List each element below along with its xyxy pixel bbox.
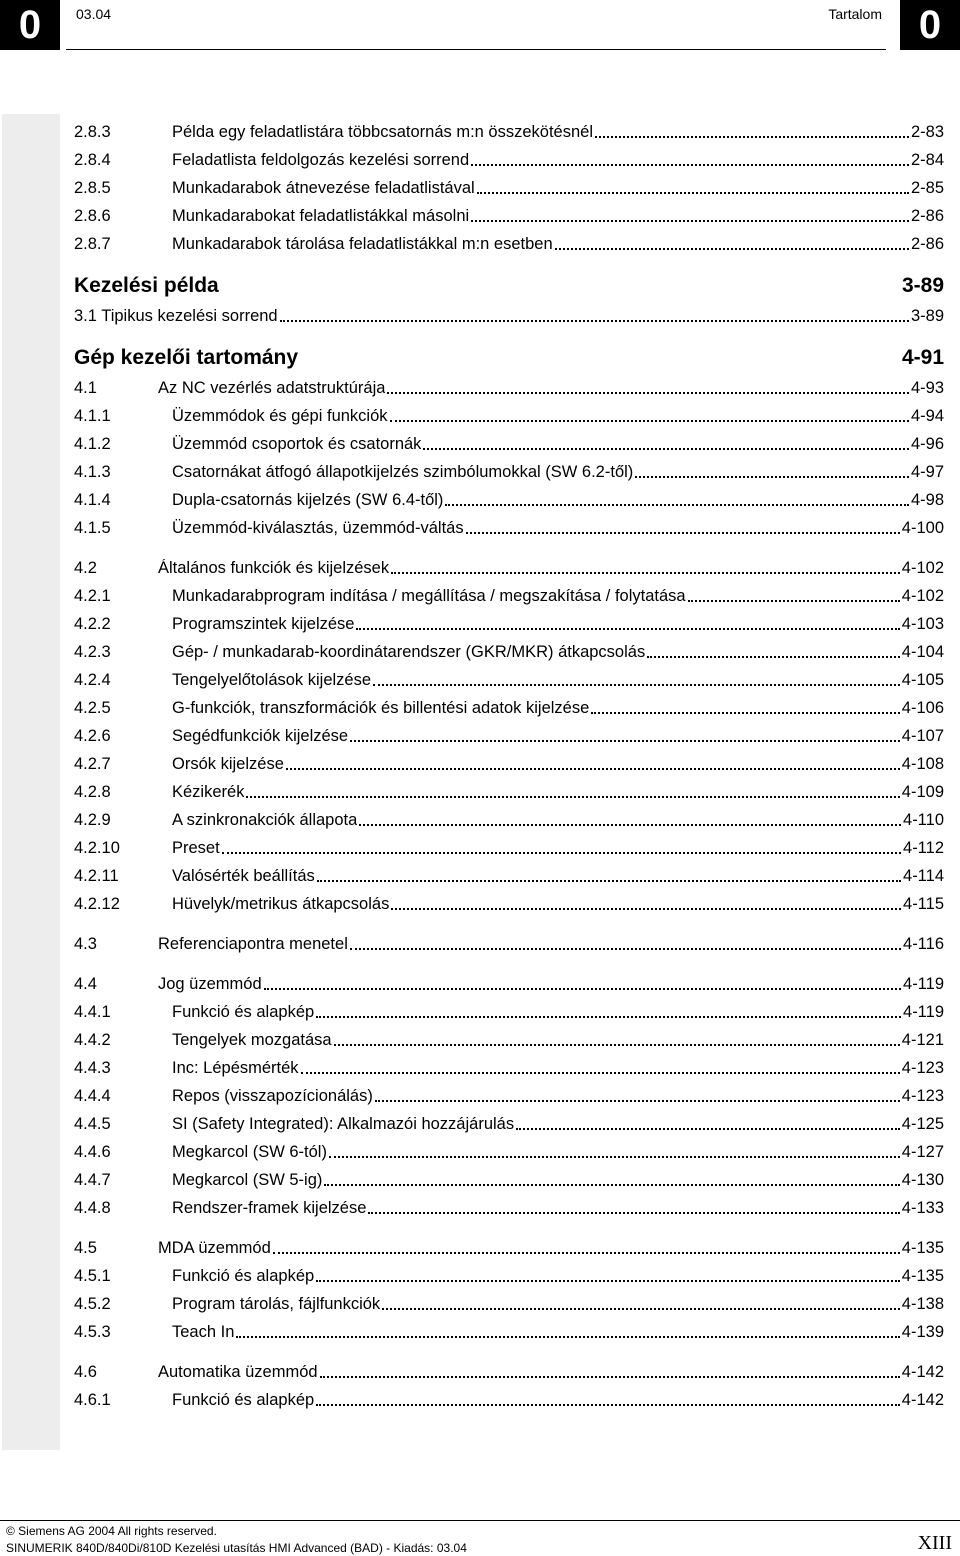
toc-dot-leader (387, 391, 909, 394)
footer-copyright: © Siemens AG 2004 All rights reserved. (6, 1524, 217, 1538)
toc-entry-page: 4-116 (903, 935, 944, 953)
toc-entry-title: Funkció és alapkép (172, 1267, 315, 1285)
toc-entry-number: 4.2.6 (74, 727, 111, 745)
toc-entry-number: 2.8.6 (74, 207, 111, 225)
toc-entry-page: 4-102 (901, 559, 944, 577)
toc-entry-title: Munkadarabprogram indítása / megállítása / megszakítása / folytatása (172, 587, 686, 605)
toc-entry-number: 2.8.7 (74, 235, 111, 253)
toc-entry[interactable] (74, 690, 944, 718)
toc-dot-leader (390, 419, 909, 422)
toc-entry-page: 2-85 (910, 179, 944, 197)
toc-entry-number: 4.4.3 (74, 1059, 111, 1077)
toc-entry-page: 2-86 (910, 207, 944, 225)
toc-dot-leader (516, 1127, 900, 1130)
toc-entry-title: Programszintek kijelzése (172, 615, 355, 633)
toc-entry[interactable] (74, 1314, 944, 1342)
toc-entry-number: 4.6 (74, 1363, 97, 1381)
toc-dot-leader (316, 1015, 901, 1018)
toc-entry-page: 2-84 (910, 151, 944, 169)
toc-entry-number: 4.2.10 (74, 839, 120, 857)
toc-entry-page: 3-89 (901, 274, 944, 297)
chapter-tab-left: 0 (0, 0, 60, 50)
toc-entry-page: 4-121 (901, 1031, 944, 1049)
toc-dot-leader (286, 767, 900, 770)
toc-entry[interactable] (74, 198, 944, 226)
toc-entry-title: Repos (visszapozícionálás) (172, 1087, 373, 1105)
toc-entry-number: 4.4.1 (74, 1003, 111, 1021)
toc-entry-title: Orsók kijelzése (172, 755, 284, 773)
toc-entry[interactable] (74, 606, 944, 634)
toc-entry-number: 4.3 (74, 935, 97, 953)
toc-entry-title: Az NC vezérlés adatstruktúrája (158, 379, 386, 397)
toc-entry[interactable] (74, 114, 944, 142)
toc-entry[interactable] (74, 1258, 944, 1286)
toc-entry[interactable] (74, 1078, 944, 1106)
toc-entry-title: Csatornákat átfogó állapotkijelzés szimbólumokkal (SW 6.2-től) (172, 463, 634, 481)
toc-entry-page: 4-100 (901, 519, 944, 537)
toc-entry-title: Üzemmód csoportok és csatornák (172, 435, 422, 453)
toc-entry-number: 4.4.5 (74, 1115, 111, 1133)
toc-dot-leader (423, 447, 909, 450)
toc-entry-number: 4.2.12 (74, 895, 120, 913)
toc-entry-title: Kezelési példa (74, 274, 219, 297)
toc-entry-number: 4.1.2 (74, 435, 111, 453)
toc-entry[interactable] (74, 1190, 944, 1218)
toc-entry-page: 4-104 (901, 643, 944, 661)
header-date: 03.04 (76, 6, 112, 22)
margin-band (2, 114, 60, 1450)
toc-entry-title: 3.1 Tipikus kezelési sorrend (74, 307, 278, 325)
toc-entry-title: Funkció és alapkép (172, 1391, 315, 1409)
toc-entry-page: 4-108 (901, 755, 944, 773)
toc-entry-number: 4.4.6 (74, 1143, 111, 1161)
toc-entry-number: 4.2.5 (74, 699, 111, 717)
footer-rule (0, 1520, 960, 1521)
footer-document-title: SINUMERIK 840D/840Di/810D Kezelési utasítás HMI Advanced (BAD) - Kiadás: 03.04 (6, 1541, 467, 1555)
toc-chapter-heading[interactable] (74, 254, 944, 298)
toc-entry-page: 4-135 (901, 1239, 944, 1257)
toc-dot-leader (222, 851, 901, 854)
toc-dot-leader (391, 907, 901, 910)
toc-dot-leader (359, 823, 901, 826)
toc-entry-page: 4-102 (901, 587, 944, 605)
toc-entry-number: 4.5.3 (74, 1323, 111, 1341)
toc-dot-leader (555, 247, 909, 250)
toc-entry[interactable] (74, 142, 944, 170)
toc-entry[interactable] (74, 510, 944, 538)
toc-entry-title: Gép- / munkadarab-koordinátarendszer (GKR/MKR) átkapcsolás (172, 643, 646, 661)
toc-dot-leader (373, 683, 900, 686)
toc-dot-leader (334, 1043, 900, 1046)
toc-entry-number: 4.2.9 (74, 811, 111, 829)
toc-entry[interactable] (74, 578, 944, 606)
toc-entry-page: 4-94 (910, 407, 944, 425)
toc-dot-leader (236, 1335, 899, 1338)
toc-dot-leader (280, 319, 909, 322)
toc-entry-page: 3-89 (910, 307, 944, 325)
toc-entry[interactable] (74, 966, 944, 994)
toc-dot-leader (368, 1211, 899, 1214)
toc-entry-title: Automatika üzemmód (158, 1363, 318, 1381)
toc-entry[interactable] (74, 1230, 944, 1258)
toc-entry-number: 4.4.8 (74, 1199, 111, 1217)
toc-entry-page: 2-86 (910, 235, 944, 253)
header-rule (66, 49, 886, 50)
toc-entry-number: 4.1.3 (74, 463, 111, 481)
toc-entry-number: 4.4.2 (74, 1031, 111, 1049)
toc-dot-leader (375, 1099, 900, 1102)
toc-entry-number: 4.4 (74, 975, 97, 993)
toc-entry-number: 4.1.4 (74, 491, 111, 509)
chapter-tab-right: 0 (900, 0, 960, 50)
toc-entry-title: Hüvelyk/metrikus átkapcsolás (172, 895, 390, 913)
toc-entry[interactable] (74, 718, 944, 746)
toc-entry[interactable] (74, 802, 944, 830)
toc-entry-title: Feladatlista feldolgozás kezelési sorrend (172, 151, 470, 169)
toc-entry-title: Inc: Lépésmérték (172, 1059, 299, 1077)
toc-dot-leader (320, 1375, 900, 1378)
toc-entry-number: 4.1.1 (74, 407, 111, 425)
toc-entry-number: 4.6.1 (74, 1391, 111, 1409)
toc-entry-title: Referenciapontra menetel (158, 935, 348, 953)
toc-dot-leader (635, 475, 909, 478)
toc-entry-title: Kézikerék (172, 783, 245, 801)
toc-entry-page: 4-93 (910, 379, 944, 397)
toc-dot-leader (471, 163, 909, 166)
toc-entry[interactable] (74, 1286, 944, 1314)
toc-entry-number: 4.2.7 (74, 755, 111, 773)
toc-entry[interactable] (74, 1382, 944, 1410)
header-title: Tartalom (828, 6, 882, 22)
toc-entry-title: Munkadarabok tárolása feladatlistákkal m:n esetben (172, 235, 553, 253)
toc-dot-leader (471, 219, 909, 222)
toc-entry[interactable] (74, 1022, 944, 1050)
toc-entry[interactable] (74, 634, 944, 662)
toc-entry[interactable] (74, 170, 944, 198)
toc-entry-page: 4-91 (901, 346, 944, 369)
toc-entry-title: Üzemmód-kiválasztás, üzemmód-váltás (172, 519, 464, 537)
toc-entry[interactable] (74, 858, 944, 886)
toc-dot-leader (316, 1403, 900, 1406)
toc-dot-leader (477, 191, 909, 194)
toc-entry-page: 4-135 (901, 1267, 944, 1285)
toc-entry-page: 4-125 (901, 1115, 944, 1133)
toc-entry-title: Munkadarabok átnevezése feladatlistával (172, 179, 475, 197)
toc-entry-page: 4-119 (903, 975, 944, 993)
toc-entry[interactable] (74, 370, 944, 398)
toc-entry-title: Valósérték beállítás (172, 867, 315, 885)
toc-entry[interactable] (74, 662, 944, 690)
toc-entry-page: 4-103 (901, 615, 944, 633)
toc-chapter-heading[interactable] (74, 326, 944, 370)
toc-entry-number: 4.4.4 (74, 1087, 111, 1105)
toc-dot-leader (466, 531, 900, 534)
toc-entry-page: 4-133 (901, 1199, 944, 1217)
toc-dot-leader (382, 1307, 900, 1310)
toc-dot-leader (264, 987, 901, 990)
toc-entry-page: 2-83 (910, 123, 944, 141)
toc-entry-number: 4.2.2 (74, 615, 111, 633)
toc-entry-page: 4-138 (901, 1295, 944, 1313)
toc-entry[interactable] (74, 226, 944, 254)
toc-entry-page: 4-96 (910, 435, 944, 453)
toc-dot-leader (595, 135, 909, 138)
toc-entry-title: A szinkronakciók állapota (172, 811, 358, 829)
toc-entry-title: Teach In (172, 1323, 235, 1341)
toc-dot-leader (688, 599, 900, 602)
toc-entry[interactable] (74, 398, 944, 426)
toc-dot-leader (301, 1071, 900, 1074)
toc-dot-leader (350, 739, 900, 742)
toc-entry-page: 4-123 (901, 1087, 944, 1105)
toc-dot-leader (445, 503, 909, 506)
toc-entry-number: 4.2.3 (74, 643, 111, 661)
toc-entry-page: 4-127 (901, 1143, 944, 1161)
toc-dot-leader (324, 1183, 899, 1186)
toc-entry-title: Program tárolás, fájlfunkciók (172, 1295, 381, 1313)
toc-entry-title: Preset (172, 839, 220, 857)
toc-entry[interactable] (74, 1162, 944, 1190)
toc-entry[interactable] (74, 886, 944, 914)
toc-entry-number: 4.2.8 (74, 783, 111, 801)
toc-entry-number: 2.8.3 (74, 123, 111, 141)
toc-dot-leader (329, 1155, 900, 1158)
toc-entry-number: 4.4.7 (74, 1171, 111, 1189)
toc-entry-page: 4-115 (903, 895, 944, 913)
toc-entry-title: Funkció és alapkép (172, 1003, 315, 1021)
toc-entry-number: 4.5 (74, 1239, 97, 1257)
toc-entry-title: Tengelyek mozgatása (172, 1031, 332, 1049)
toc-entry[interactable] (74, 774, 944, 802)
toc-entry-title: SI (Safety Integrated): Alkalmazói hozzájárulás (172, 1115, 515, 1133)
toc-entry-number: 4.2.11 (74, 867, 119, 885)
toc-dot-leader (350, 947, 901, 950)
table-of-contents (74, 114, 944, 1410)
toc-entry-page: 4-106 (901, 699, 944, 717)
toc-entry-number: 2.8.4 (74, 151, 111, 169)
toc-entry-page: 4-109 (901, 783, 944, 801)
toc-entry-page: 4-98 (910, 491, 944, 509)
toc-entry[interactable] (74, 1354, 944, 1382)
toc-entry[interactable] (74, 482, 944, 510)
toc-entry-page: 4-119 (903, 1003, 944, 1021)
toc-dot-leader (647, 655, 900, 658)
toc-entry[interactable] (74, 746, 944, 774)
toc-entry[interactable] (74, 926, 944, 954)
toc-entry-title: Általános funkciók és kijelzések (158, 559, 390, 577)
toc-entry-title: Jog üzemmód (158, 975, 262, 993)
toc-entry-title: Tengelyelőtolások kijelzése (172, 671, 372, 689)
toc-entry[interactable] (74, 1134, 944, 1162)
toc-entry-title: Üzemmódok és gépi funkciók (172, 407, 388, 425)
toc-entry-number: 4.1.5 (74, 519, 111, 537)
toc-entry-page: 4-112 (903, 839, 944, 857)
toc-entry[interactable] (74, 830, 944, 858)
toc-dot-leader (246, 795, 899, 798)
toc-entry-number: 2.8.5 (74, 179, 111, 197)
toc-entry-page: 4-105 (901, 671, 944, 689)
toc-entry-page: 4-142 (901, 1391, 944, 1409)
toc-entry-title: G-funkciók, transzformációk és billentési adatok kijelzése (172, 699, 590, 717)
toc-entry-number: 4.1 (74, 379, 97, 397)
toc-entry-title: MDA üzemmód (158, 1239, 271, 1257)
toc-entry[interactable] (74, 550, 944, 578)
toc-entry-title: Munkadarabokat feladatlistákkal másolni (172, 207, 470, 225)
toc-entry-page: 4-142 (901, 1363, 944, 1381)
toc-entry[interactable] (74, 298, 944, 326)
toc-entry[interactable] (74, 994, 944, 1022)
toc-dot-leader (591, 711, 900, 714)
toc-entry[interactable] (74, 454, 944, 482)
toc-dot-leader (316, 1279, 900, 1282)
toc-entry-title: Megkarcol (SW 5-ig) (172, 1171, 323, 1189)
toc-entry-page: 4-114 (903, 867, 944, 885)
toc-entry-title: Példa egy feladatlistára többcsatornás m:n összekötésnél (172, 123, 593, 141)
toc-entry-title: Segédfunkciók kijelzése (172, 727, 349, 745)
toc-entry-number: 4.2 (74, 559, 97, 577)
toc-dot-leader (356, 627, 899, 630)
toc-entry-page: 4-130 (901, 1171, 944, 1189)
toc-entry-number: 4.2.1 (74, 587, 111, 605)
toc-entry[interactable] (74, 1106, 944, 1134)
toc-entry-title: Megkarcol (SW 6-tól) (172, 1143, 327, 1161)
footer-page-number: XIII (917, 1532, 952, 1554)
toc-entry-page: 4-110 (903, 811, 944, 829)
toc-entry-number: 4.5.2 (74, 1295, 111, 1313)
toc-entry-page: 4-123 (901, 1059, 944, 1077)
toc-dot-leader (273, 1251, 900, 1254)
toc-entry-number: 4.2.4 (74, 671, 111, 689)
toc-dot-leader (221, 293, 900, 294)
toc-entry-page: 4-97 (910, 463, 944, 481)
toc-dot-leader (300, 365, 900, 366)
toc-entry-title: Gép kezelői tartomány (74, 346, 299, 369)
toc-entry[interactable] (74, 1050, 944, 1078)
toc-dot-leader (317, 879, 901, 882)
toc-entry-page: 4-139 (901, 1323, 944, 1341)
toc-entry-title: Rendszer-framek kijelzése (172, 1199, 367, 1217)
toc-entry-number: 4.5.1 (74, 1267, 111, 1285)
toc-dot-leader (391, 571, 900, 574)
toc-entry-title: Dupla-csatornás kijelzés (SW 6.4-től) (172, 491, 444, 509)
toc-entry[interactable] (74, 426, 944, 454)
toc-entry-page: 4-107 (901, 727, 944, 745)
